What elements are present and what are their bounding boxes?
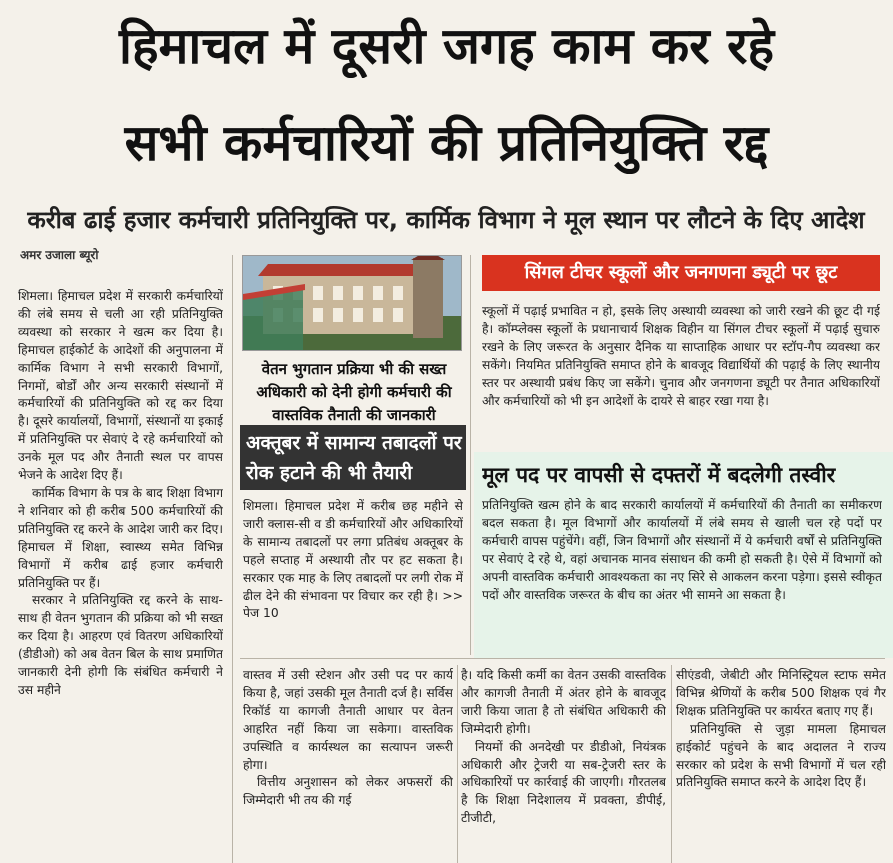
transfers-story: शिमला। हिमाचल प्रदेश में करीब छह महीने से जारी क्लास-सी व डी कर्मचारियों और अधिकारियों के सामान्य तबादलों पर लगा प्रतिबंध अक्तूबर के पहले सप्ताह में अस्थायी तौर पर हट सकता है। सरकार एक माह के लिए तबादलों पर लगी रोक में ढील देने की संभावना पर विचार कर रही है। >> पेज 10 [243, 499, 463, 621]
byline: अमर उजाला ब्यूरो [20, 248, 99, 262]
column-divider [671, 665, 672, 863]
sidebar-headline-pay: वेतन भुगतान प्रक्रिया भी की सख्त अधिकारी को देनी होगी कर्मचारी की वास्तविक तैनाती की जानकारी [256, 360, 452, 424]
lead-column [18, 288, 223, 863]
exemptions-story: स्कूलों में पढ़ाई प्रभावित न हो, इसके लिए अस्थायी व्यवस्था को जारी रखने की छूट दी गई है। कॉम्प्लेक्स स्कूलों के प्रधानाचार्य शिक्षक विहीन या सिंगल टीचर स्कूलों में पढ़ाई सुचारु रखने के लिए जरूरत के अनुसार दैनिक या साप्ताहिक आधार पर स्टॉप-गैप व्यवस्था कर सकेंगे। नियमित प्रतिनियुक्ति समाप्त होने के बावजूद विद्यार्थियों की पढ़ाई के लिए स्थानीय स्तर पर अस्थायी प्रबंध किए जा सकेंगे। चुनाव और जनगणना ड्यूटी पर तैनात अधिकारियों और कर्मचारियों को भी इन आदेशों के दायरे से बाहर रखा गया है। [482, 304, 880, 408]
bottom-paragraph: है। यदि किसी कर्मी का वेतन उसकी वास्तविक और कागजी तैनाती में अंतर होने के बावजूद जारी किया जाता है तो संबंधित अधिकारी की जिम्मेदारी होगी। [461, 668, 666, 736]
sidebar-headline-transfers: अक्तूबर में सामान्य तबादलों पर रोक हटाने की भी तैयारी [240, 425, 466, 490]
headline-line-2: सभी कर्मचारियों की प्रतिनियुक्ति रद्द [124, 114, 769, 172]
subheadline: करीब ढाई हजार कर्मचारी प्रतिनियुक्ति पर, कार्मिक विभाग ने मूल स्थान पर लौटने के दिए आदेश [27, 206, 865, 234]
bottom-column-1 [243, 667, 453, 863]
column-divider [457, 665, 458, 863]
red-banner-headline: सिंगल टीचर स्कूलों और जनगणना ड्यूटी पर छूट [482, 255, 880, 291]
lead-paragraph-1: शिमला। हिमाचल प्रदेश में सरकारी कर्मचारियों की लंबे समय से चली आ रही प्रतिनियुक्ति व्यवस्था को सरकार ने खत्म कर दिया है। हिमाचल हाईकोर्ट के आदेशों की अनुपालना में कार्मिक विभाग ने सभी सरकारी विभागों, निगमों, बोर्डों और अन्य सरकारी संस्थानों में कर्मचारियों की प्रतिनियुक्ति को रद्द कर दिया है। दूसरे कार्यालयों, विभागों, संस्थानों या इकाई में प्रतिनियुक्ति पर सेवाएं दे रहे कर्मचारियों को उनके मूल पद और तैनाती स्थल पर वापस भेजने के आदेश दिए हैं। [18, 289, 223, 483]
building-photo [242, 255, 462, 351]
bottom-paragraph: नियमों की अनदेखी पर डीडीओ, नियंत्रक अधिकारी और ट्रेजरी या सब-ट्रेजरी स्तर के अधिकारियों पर कार्रवाई की जाएगी। गौरतलब है कि शिक्षा निदेशालय में प्रवक्ता, डीपीई, टीजीटी, [461, 739, 666, 826]
bottom-paragraph: सीएंडवी, जेबीटी और मिनिस्ट्रियल स्टाफ समेत विभिन्न श्रेणियों के करीब 500 शिक्षक एवं गैर शिक्षक प्रतिनियुक्ति पर कार्यरत बताए गए हैं। [676, 668, 886, 718]
column-divider [232, 255, 233, 863]
section-divider [240, 658, 885, 659]
headline-line-1: हिमाचल में दूसरी जगह काम कर रहे [119, 17, 774, 75]
bottom-paragraph: प्रतिनियुक्ति से जुड़ा मामला हिमाचल हाईकोर्ट पहुंचने के बाद अदालत ने राज्य सरकार को प्रदेश के सभी विभागों में चल रही प्रतिनियुक्ति समाप्त करने के आदेश दिए हैं। [676, 721, 886, 790]
green-box-headline: मूल पद पर वापसी से दफ्तरों में बदलेगी तस्वीर [482, 463, 836, 487]
bottom-column-3 [676, 667, 886, 863]
bottom-paragraph: वित्तीय अनुशासन को लेकर अफसरों की जिम्मेदारी भी तय की गई [243, 775, 453, 808]
bottom-paragraph: वास्तव में उसी स्टेशन और उसी पद पर कार्य किया है, जहां उसकी मूल तैनाती दर्ज है। सर्विस रिकॉर्ड या कागजी तैनाती आधार पर वेतन आहरित नहीं किया जा सकेगा। वास्तविक उपस्थिति व कार्यस्थल का सत्यापन जरूरी होगा। [243, 668, 453, 772]
lead-paragraph-2: कार्मिक विभाग के पत्र के बाद शिक्षा विभाग ने शनिवार को ही करीब 500 कर्मचारियों की प्रतिनियुक्ति रद्द करने के आदेश जारी कर दिए। हिमाचल में शिक्षा, स्वास्थ्य समेत विभिन्न विभागों में करीब ढाई हजार कर्मचारी प्रतिनियुक्ति पर हैं। [18, 485, 223, 590]
bottom-column-2 [461, 667, 666, 863]
column-divider [470, 255, 471, 655]
lead-paragraph-3: सरकार ने प्रतिनियुक्ति रद्द करने के साथ-साथ ही वेतन भुगतान की प्रक्रिया को भी सख्त कर दिया है। आहरण एवं वितरण अधिकारियों (डीडीओ) को अब वेतन बिल के साथ प्रमाणित जानकारी देनी होगी कि संबंधित कर्मचारी ने उस महीने [18, 593, 223, 697]
green-box-story: प्रतिनियुक्ति खत्म होने के बाद सरकारी कार्यालयों में कर्मचारियों की तैनाती का समीकरण बदल सकता है। मूल विभागों और कार्यालयों में लंबे समय से खाली चल रहे पदों पर कर्मचारी वापस पहुंचेंगे। वहीं, जिन विभागों और संस्थानों में ये कर्मचारी वर्षों से प्रतिनियुक्ति पर सेवाएं दे रहे थे, वहां अचानक मानव संसाधन की कमी हो सकती है। ऐसे में विभागों को अपनी वास्तविक कर्मचारी आवश्यकता का नए सिरे से आकलन करना पड़ेगा। इससे स्वीकृत पदों और वास्तविक जरूरत के बीच का अंतर भी सामने आ सकता है। [482, 498, 882, 602]
